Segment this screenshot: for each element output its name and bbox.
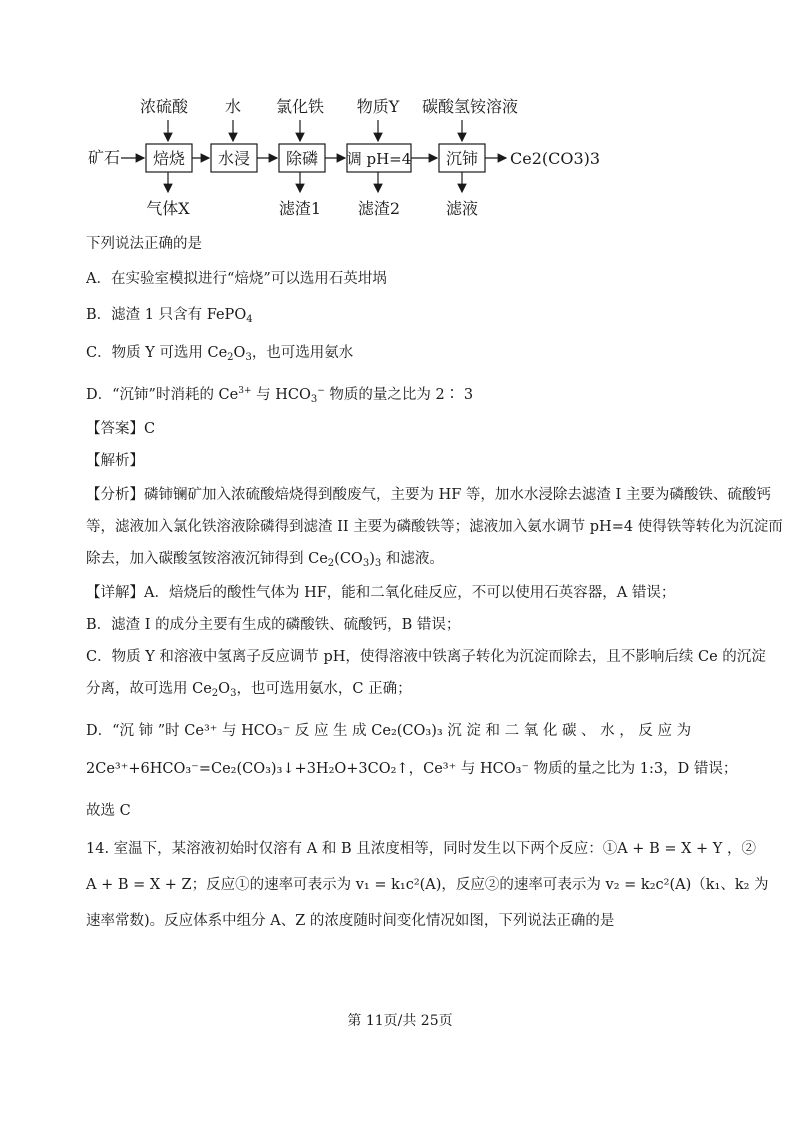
analysis-p2: 等，滤液加入氯化铁溶液除磷得到滤渣 II 主要为磷酸铁等；滤液加入氨水调节 pH=4 使得铁等转化为沉淀而 [86,519,783,535]
process-flowchart [0,0,800,225]
reaction-equation: 2Ce³⁺+6HCO₃⁻=Ce₂(CO₃)₃↓+3H₂O+3CO₂↑， [86,761,424,777]
analysis-p1: 【分析】磷铈镧矿加入浓硫酸焙烧得到酸废气，主要为 HF 等，加水水浸除去滤渣 I 主要为磷酸铁、硫酸钙 [86,487,771,503]
detail-c-cont: 分离，故可选用 $Ce_2O_3$，也可选用氨水，C 正确； [86,681,412,699]
output-label: 滤液 [445,199,479,218]
output-label: 气体X [146,199,190,218]
option-c[interactable]: C．物质 Y 可选用 $Ce_2O_3$，也可选用氨水 [86,345,354,363]
question-stem: 下列说法正确的是 [86,236,202,252]
output-label: 滤渣2 [357,199,401,218]
product-label: Ce2(CO3)3 [510,149,601,168]
reagent-label: 碳酸氢铵溶液 [421,97,519,116]
q14-line1: 14. 室温下，某溶液初始时仅溶有 A 和 B 且浓度相等，同时发生以下两个反应：①A + B = X + Y ，② [86,841,756,857]
step-label: 调 pH=4 [346,150,412,168]
detail-d-equation: 2Ce³⁺+6HCO₃⁻=Ce₂(CO₃)₃↓+3H₂O+3CO₂↑，Ce³⁺ 与 HCO₃⁻ 物质的量之比为 1:3，D 错误； [86,761,738,777]
page-footer: 第 11页/共 25页 [347,1013,453,1029]
start-label: 矿石 [88,148,121,167]
option-a[interactable]: A．在实验室模拟进行“焙烧”可以选用石英坩埚 [86,271,387,287]
output-label: 滤渣1 [278,199,322,218]
reagent-label: 氯化铁 [275,97,325,116]
detail-b: B．滤渣 I 的成分主要有生成的磷酸铁、硫酸钙，B 错误； [86,617,461,633]
detail-d: D．“沉 铈 ”时 Ce³⁺ 与 HCO₃⁻ 反 应 生 成 Ce₂(CO₃)₃ 沉 淀 和 二 氧 化 碳 、 水 ， 反 应 为 [86,723,692,739]
option-b-text: B．滤渣 1 只含有 FePO [86,307,247,323]
option-b[interactable]: B．滤渣 1 只含有 FePO$_4$ [86,307,253,325]
detail-c: C．物质 Y 和溶液中氢离子反应调节 pH，使得溶液中铁离子转化为沉淀而除去，且不影响后续 Ce 的沉淀 [86,649,766,665]
step-label: 除磷 [285,149,319,168]
detail-a: 【详解】A．焙烧后的酸性气体为 HF，能和二氧化硅反应，不可以使用石英容器，A 错误； [86,585,676,601]
answer-value: C [144,421,156,437]
q14-line3: 速率常数)。反应体系中组分 A、Z 的浓度随时间变化情况如图，下列说法正确的是 [86,913,615,929]
step-label: 焙烧 [152,149,186,168]
analysis-tag: 【解析】 [86,453,144,469]
option-d-text: D．“沉铈”时消耗的 Ce [86,387,239,403]
step-label: 沉铈 [445,149,479,168]
reagent-label: 物质Y [356,97,400,116]
option-c-tail: ，也可选用氨水 [251,345,354,361]
option-c-text: C．物质 Y 可选用 Ce [86,345,228,361]
answer-line [86,418,760,440]
analysis-p3: 除去，加入碳酸氢铵溶液沉铈得到 $Ce_2(CO_3)_3$ 和滤液。 [86,551,444,569]
q14-line2: A + B = X + Z；反应①的速率可表示为 v₁ = k₁c²(A)，反应②的速率可表示为 v₂ = k₂c²(A)（k₁、k₂ 为 [86,877,769,893]
answer-tag: 【答案】 [86,421,144,437]
reagent-label: 浓硫酸 [139,97,189,116]
option-d[interactable]: D．“沉铈”时消耗的 $Ce^{3+}$ 与 $HCO_3^-$ 物质的量之比为 2∶ 3 [86,386,474,405]
step-label: 水浸 [217,149,251,168]
conclusion: 故选 C [86,803,131,819]
reagent-label: 水 [224,97,242,116]
